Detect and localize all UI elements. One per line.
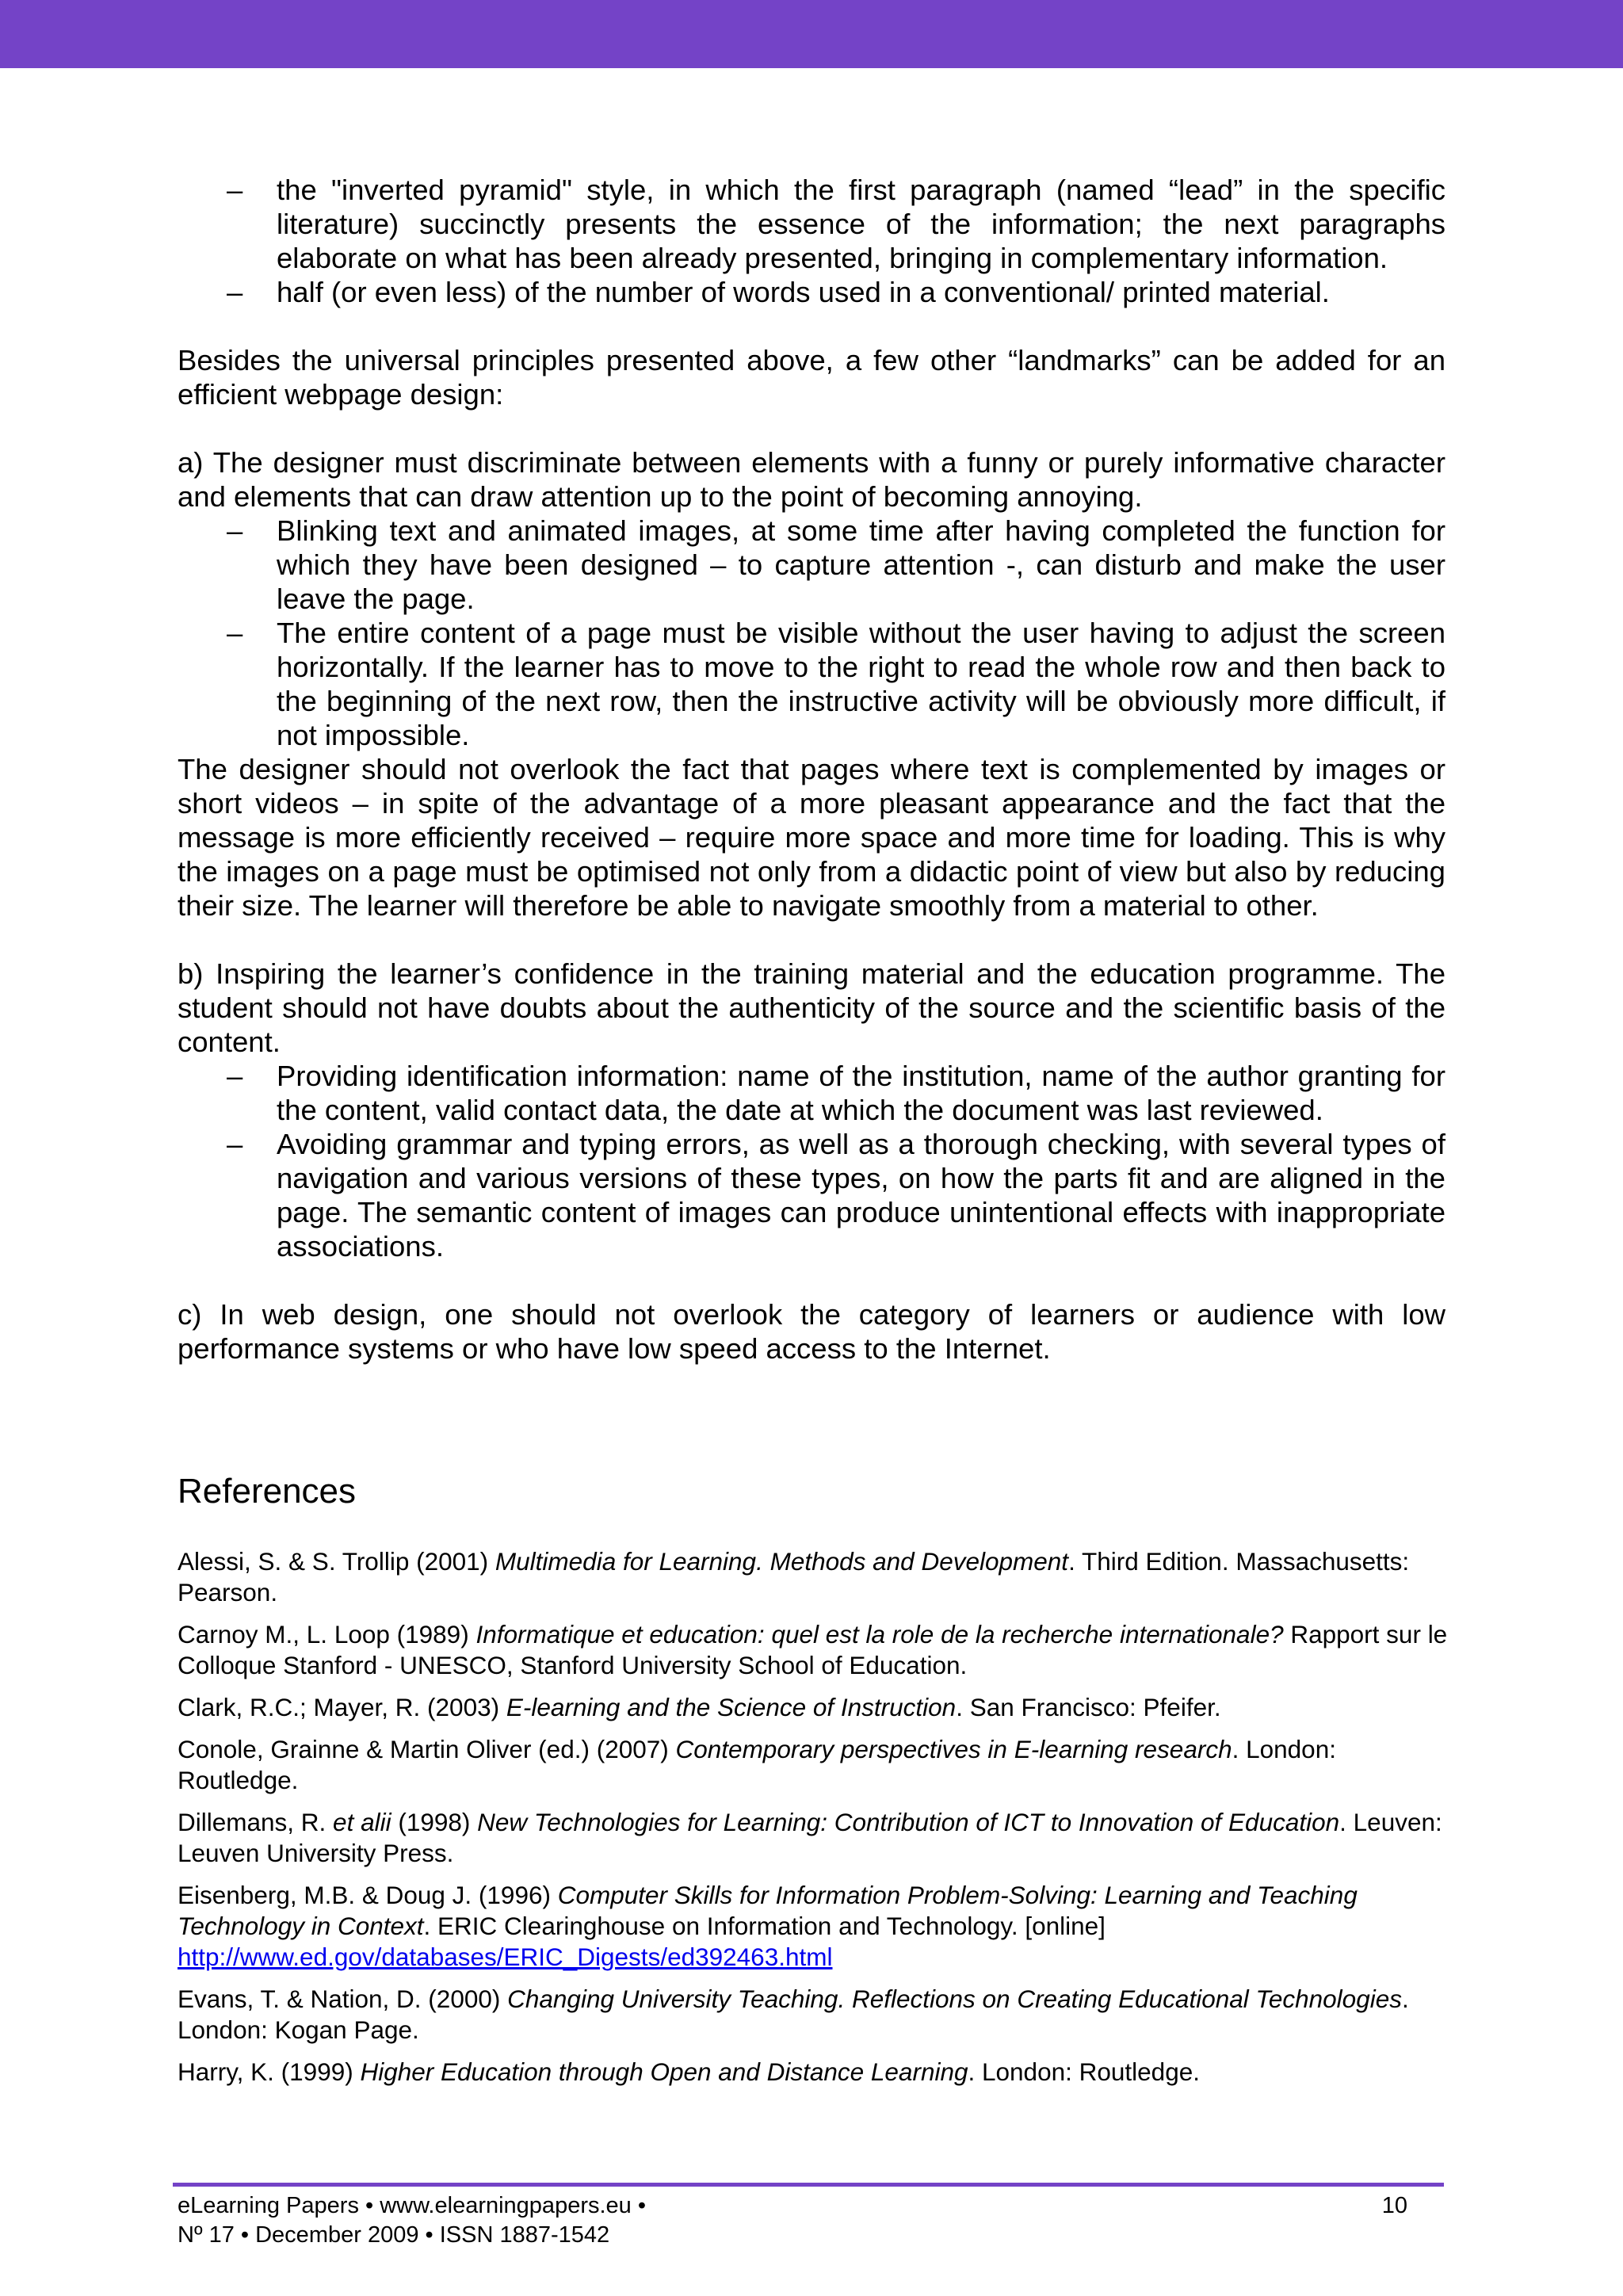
point-c-label: c) bbox=[178, 1298, 202, 1331]
reference-item: Clark, R.C.; Mayer, R. (2003) E-learning and the Science of Instruction. San Francisco: Pfeifer. bbox=[178, 1693, 1221, 1721]
point-a-followup-paragraph: The designer should not overlook the fact that pages where text is complemented by images or short videos – in spite of the advantage of a more pleasant appearance and the fact that the message is more efficiently received – require more space and more time for loading. This is why the images on a page must be optimised not only from a didactic point of view but also by reducing their size. The learner will therefore be able to navigate smoothly from a material to other. bbox=[178, 753, 1445, 922]
reference-item: Evans, T. & Nation, D. (2000) Changing University Teaching. Reflections on Creating Educational Technologies. London: Kogan Page. bbox=[178, 1985, 1409, 2044]
reference-item: Carnoy M., L. Loop (1989) Informatique et education: quel est la role de la recherche internationale? Rapport sur le Colloque Stanford - UNESCO, Stanford University School of Education. bbox=[178, 1620, 1448, 1679]
point-a-bullets bbox=[178, 514, 1445, 752]
references-list bbox=[178, 1546, 1461, 2099]
page-footer bbox=[178, 2191, 1445, 2250]
point-b-bullets bbox=[178, 1059, 1445, 1263]
point-b-label: b) bbox=[178, 957, 204, 990]
intro-paragraph: Besides the universal principles presented above, a few other “landmarks” can be added for an efficient webpage design: bbox=[178, 344, 1445, 411]
references-heading: References bbox=[178, 1472, 357, 1511]
point-a-paragraph bbox=[178, 445, 1445, 514]
point-c-text: In web design, one should not overlook the category of learners or audience with low performance systems or who have low speed access to the Internet. bbox=[178, 1298, 1445, 1365]
list-item: – the "inverted pyramid" style, in which the first paragraph (named “lead” in the specific literature) succinctly presents the essence of the information; the next paragraphs elaborate on what has been already presented, bringing in complementary information. bbox=[277, 173, 1445, 275]
article-body bbox=[178, 173, 1445, 1366]
list-item: – half (or even less) of the number of words used in a conventional/ printed material. bbox=[277, 275, 1445, 309]
list-item: – Avoiding grammar and typing errors, as well as a thorough checking, with several types of navigation and various versions of these types, on how the parts fit and are aligned in the page. The semantic content of images can produce unintentional effects with inappropriate associations. bbox=[277, 1127, 1445, 1263]
reference-item: Conole, Grainne & Martin Oliver (ed.) (2007) Contemporary perspectives in E-learning research. London: Routledge. bbox=[178, 1735, 1336, 1794]
bullet-list-top bbox=[178, 173, 1445, 309]
reference-item: Alessi, S. & S. Trollip (2001) Multimedia for Learning. Methods and Development. Third Edition. Massachusetts: Pearson. bbox=[178, 1547, 1410, 1606]
point-b-paragraph bbox=[178, 957, 1445, 1059]
footer-divider bbox=[173, 2183, 1444, 2187]
point-c-paragraph bbox=[178, 1297, 1445, 1366]
reference-item: Eisenberg, M.B. & Doug J. (1996) Computer Skills for Information Problem-Solving: Learning and Teaching Technology in Context. ERIC Clearinghouse on Information and Technology. [online] http://www.ed.gov/databases/ERIC_Digests/ed392463.html bbox=[178, 1881, 1358, 1971]
page-number: 10 bbox=[1381, 2193, 1407, 2218]
footer-line-2: Nº 17 • December 2009 • ISSN 1887-1542 bbox=[178, 2222, 610, 2248]
list-item: – The entire content of a page must be visible without the user having to adjust the screen horizontally. If the learner has to move to the right to read the whole row and then back to the beginning of the next row, then the instructive activity will be obviously more difficult, if not impossible. bbox=[277, 616, 1445, 752]
reference-item: Harry, K. (1999) Higher Education through Open and Distance Learning. London: Routledge. bbox=[178, 2057, 1200, 2086]
point-a-text: The designer must discriminate between elements with a funny or purely informative character and elements that can draw attention up to the point of becoming annoying. bbox=[178, 446, 1445, 513]
list-item: – Blinking text and animated images, at some time after having completed the function for which they have been designed – to capture attention -, can disturb and make the user leave the page. bbox=[277, 514, 1445, 616]
reference-item: Dillemans, R. et alii (1998) New Technologies for Learning: Contribution of ICT to Innovation of Education. Leuven: Leuven University Press. bbox=[178, 1808, 1442, 1867]
list-item: – Providing identification information: name of the institution, name of the author granting for the content, valid contact data, the date at which the document was last reviewed. bbox=[277, 1059, 1445, 1127]
header-band bbox=[0, 0, 1623, 68]
reference-link[interactable]: http://www.ed.gov/databases/ERIC_Digests/ed392463.html bbox=[178, 1943, 833, 1971]
footer-line-1: eLearning Papers • www.elearningpapers.eu • bbox=[178, 2193, 647, 2218]
point-b-text: Inspiring the learner’s confidence in the training material and the education programme. The student should not have doubts about the authenticity of the source and the scientific basis of the content. bbox=[178, 957, 1445, 1058]
point-a-label: a) bbox=[178, 446, 204, 479]
